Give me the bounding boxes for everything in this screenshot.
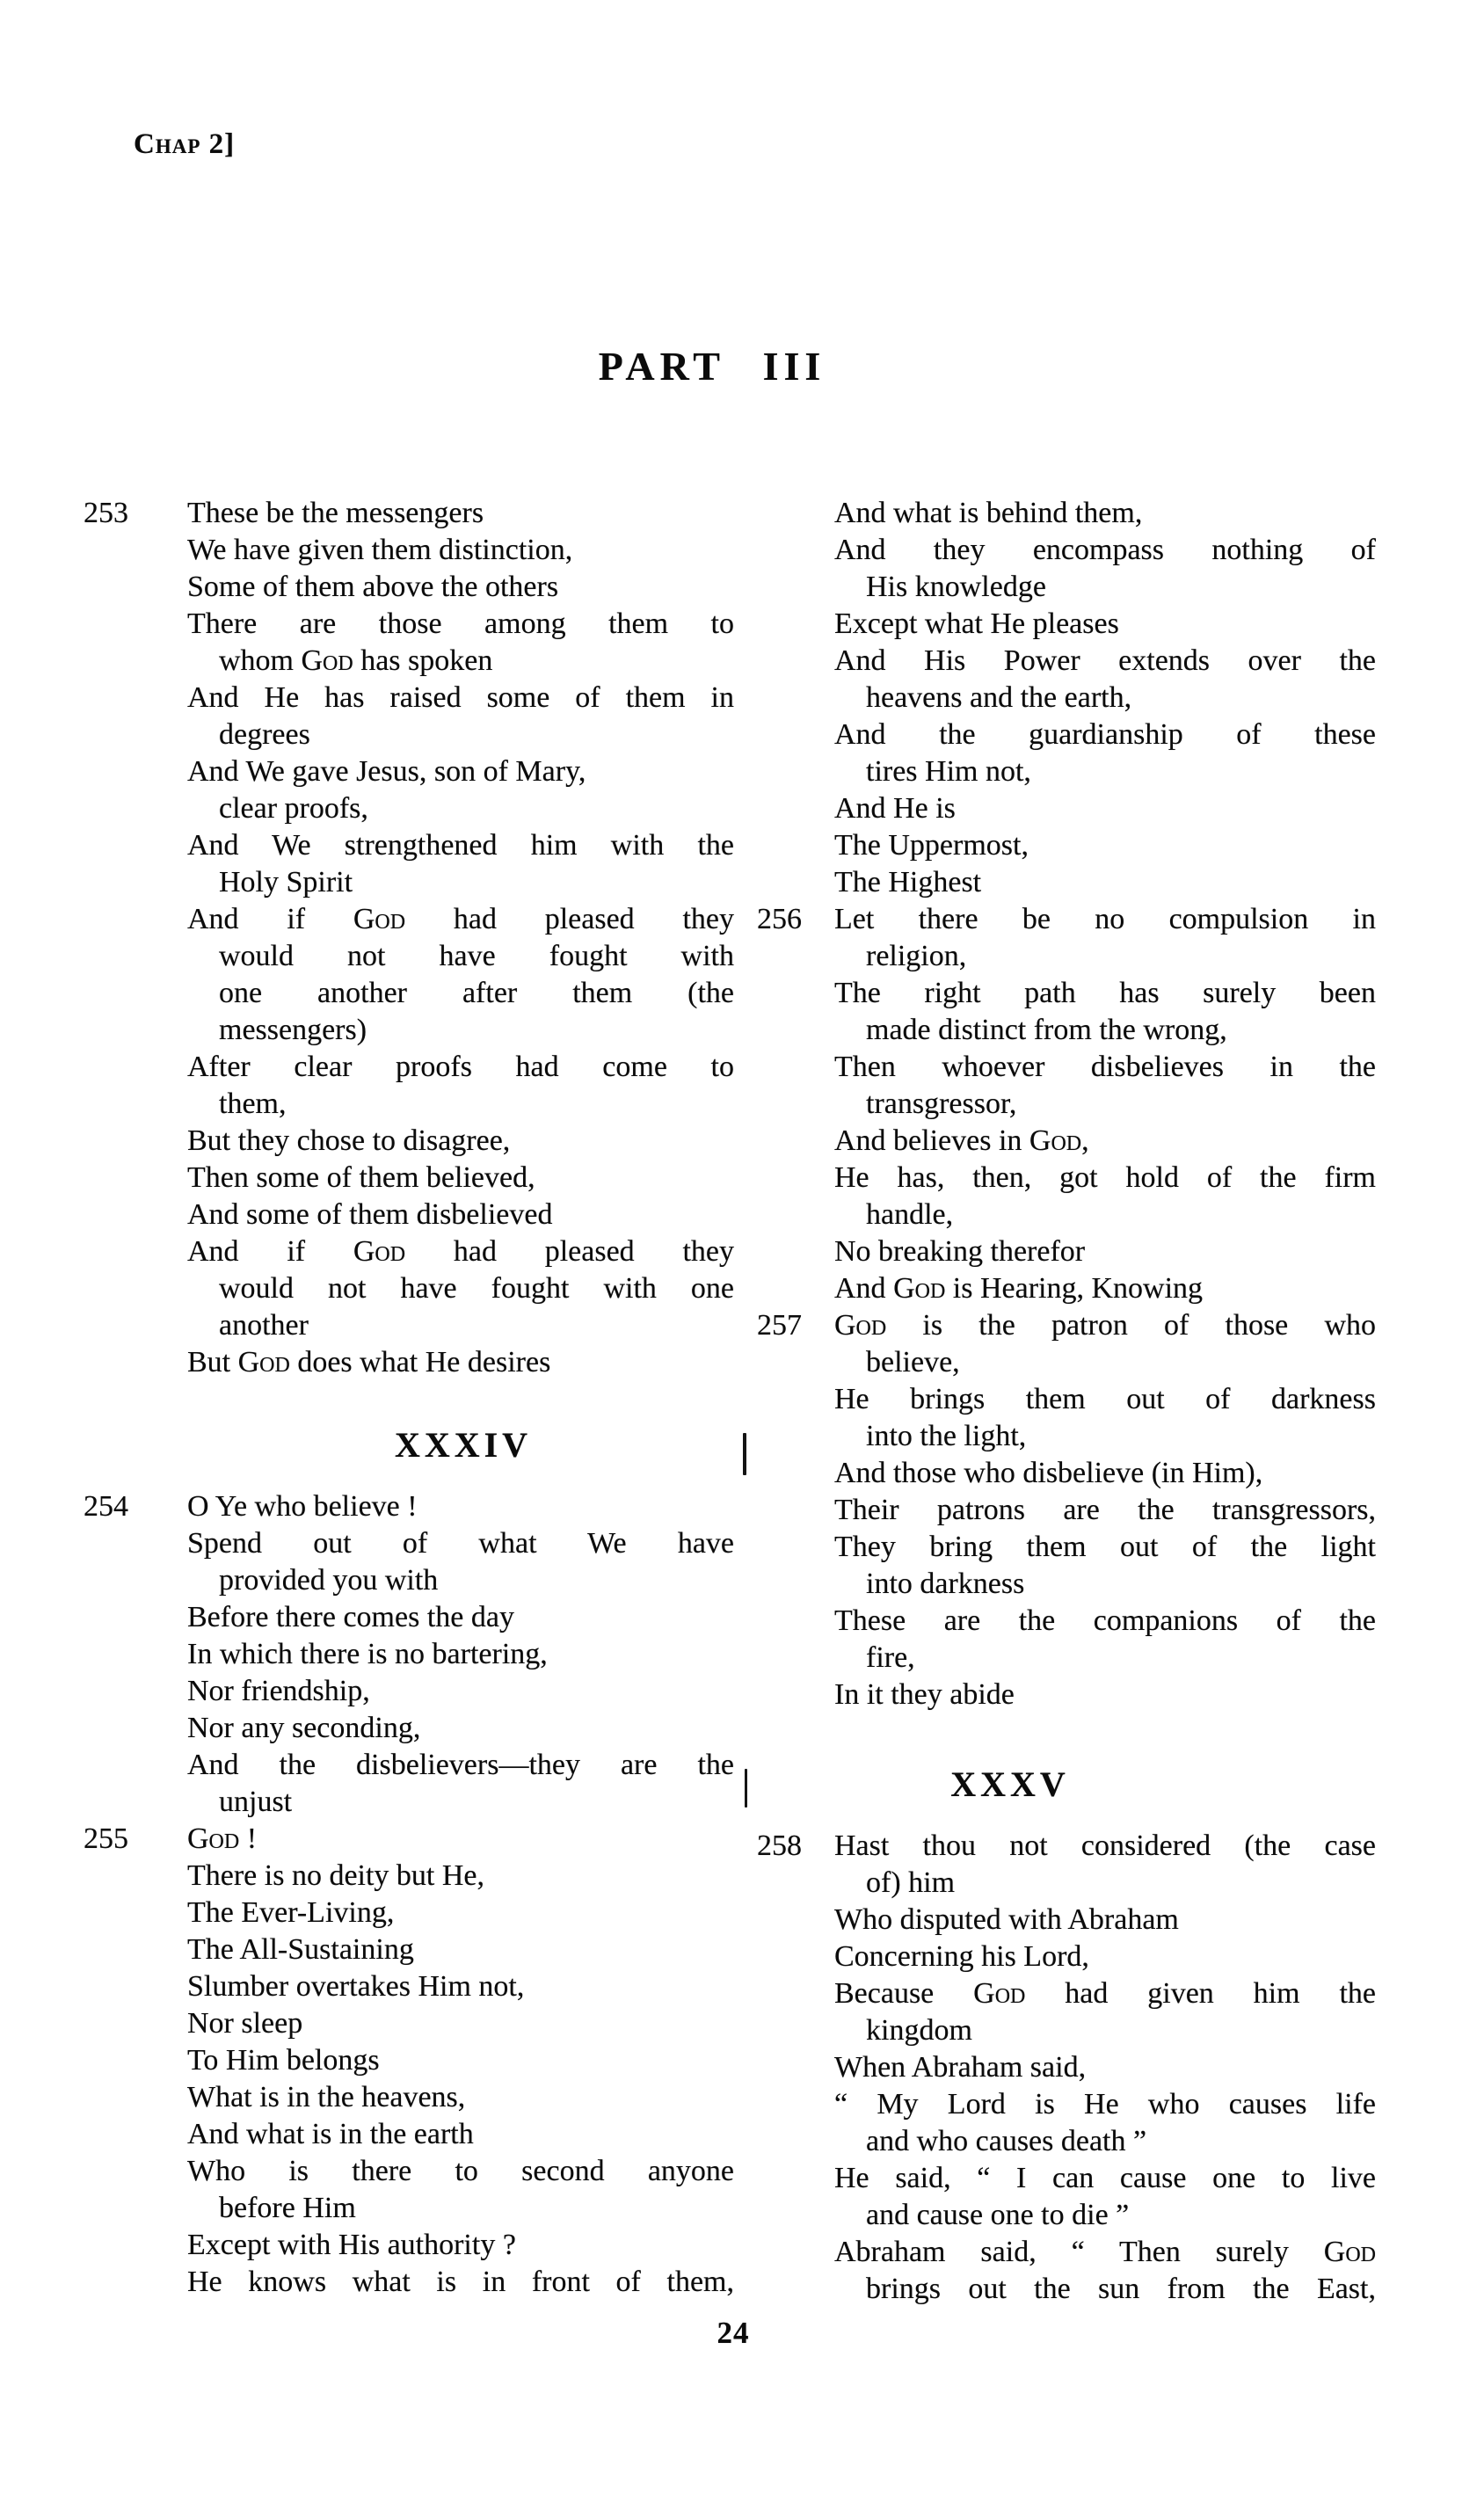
verse-lines <box>187 495 734 1381</box>
verse-line: He brings them out of darkness <box>834 1383 1376 1415</box>
verse-line: Nor any seconding, <box>187 1712 421 1744</box>
verse-number: 254 <box>84 1490 128 1523</box>
verse-line: The Ever-Living, <box>187 1896 395 1929</box>
verse-line: Slumber overtakes Him not, <box>187 1970 525 2003</box>
verse-line: And if God had pleased they <box>187 903 734 935</box>
verse-line: The All-Sustaining <box>187 1933 414 1966</box>
verse-line: God ! <box>187 1822 258 1855</box>
verse-line: After clear proofs had come to <box>187 1051 734 1083</box>
verse-line: These are the companions of the <box>834 1604 1376 1637</box>
verse-line: We have given them distinction, <box>187 534 573 566</box>
verse-line: Nor sleep <box>187 2007 303 2040</box>
verse-number: 256 <box>757 903 802 935</box>
verse-line: Spend out of what We have <box>187 1527 734 1560</box>
verse-line: And He has raised some of them in <box>187 681 734 714</box>
verse-lines <box>834 901 1376 1307</box>
verse-line: And His Power extends over the <box>834 644 1376 677</box>
column-divider-ink-mark <box>745 1769 747 1808</box>
god-smallcaps: God <box>187 1822 240 1855</box>
verse-line: The Highest <box>834 866 982 898</box>
verse-line: And He is <box>834 792 956 825</box>
verse-lines <box>187 1821 734 2301</box>
verse-line: In which there is no bartering, <box>187 1638 548 1670</box>
verse-lines <box>834 495 1376 901</box>
verse-line: But God does what He desires <box>187 1346 551 1378</box>
god-smallcaps: God <box>1029 1124 1082 1157</box>
verse-line: degrees <box>219 718 310 751</box>
verse-line: Then some of them believed, <box>187 1161 535 1194</box>
verse-line: would not have fought with <box>219 940 734 972</box>
verse-line: The right path has surely been <box>834 977 1376 1009</box>
verse-line: transgressor, <box>866 1087 1017 1120</box>
verse-line: unjust <box>219 1786 293 1818</box>
verse-line: The Uppermost, <box>834 829 1029 862</box>
verse-line: Who disputed with Abraham <box>834 1903 1179 1936</box>
god-smallcaps: God <box>237 1346 290 1378</box>
column-divider-ink-mark <box>743 1433 746 1475</box>
verse-line: provided you with <box>219 1564 439 1597</box>
verse-line: He knows what is in front of them, <box>187 2266 734 2298</box>
chapter-header: Chap 2] <box>134 128 236 160</box>
verse-line: And the guardianship of these <box>834 718 1376 751</box>
verse-line: and who causes death ” <box>866 2125 1147 2157</box>
verse-line: And We strengthened him with the <box>187 829 734 862</box>
verse-line: To Him belongs <box>187 2044 380 2077</box>
verse-line: His knowledge <box>866 571 1046 603</box>
verse-number: 257 <box>757 1309 802 1342</box>
verse-line: And some of them disbelieved <box>187 1198 553 1231</box>
verse <box>84 1821 734 2301</box>
verse-line: And they encompass nothing of <box>834 534 1376 566</box>
section-heading: XXXV <box>950 1764 1070 1804</box>
verse-line: Abraham said, “ Then surely God <box>834 2236 1376 2268</box>
verse-line: Holy Spirit <box>219 866 353 898</box>
verse-lines <box>187 1488 734 1821</box>
verse-line: There is no deity but He, <box>187 1859 485 1892</box>
section-heading: XXXIV <box>394 1425 533 1465</box>
verse-number: 253 <box>84 497 128 529</box>
verse-line: And what is behind them, <box>834 497 1143 529</box>
god-smallcaps: God <box>834 1309 887 1342</box>
verse-line: them, <box>219 1087 287 1120</box>
verse <box>757 901 1376 1307</box>
verse-line: But they chose to disagree, <box>187 1124 511 1157</box>
verse-line: God is the patron of those who <box>834 1309 1376 1342</box>
verse-line: O Ye who believe ! <box>187 1490 418 1523</box>
verse-line: tires Him not, <box>866 755 1031 788</box>
verse-line: And the disbelievers—they are the <box>187 1749 734 1781</box>
verse-lines <box>834 1828 1376 2308</box>
verse-line: Who is there to second anyone <box>187 2155 734 2187</box>
verse-line: They bring them out of the light <box>834 1531 1376 1563</box>
verse-line: religion, <box>866 940 967 972</box>
left-column <box>84 495 734 2308</box>
verse <box>757 1307 1376 1713</box>
god-smallcaps: God <box>893 1272 946 1305</box>
verse-line: kingdom <box>866 2014 972 2047</box>
verse-line: into darkness <box>866 1568 1025 1600</box>
verse-line: Let there be no compulsion in <box>834 903 1376 935</box>
verse-line: of) him <box>866 1866 956 1899</box>
verse-line: made distinct from the wrong, <box>866 1014 1227 1046</box>
verse-line: Some of them above the others <box>187 571 559 603</box>
verse-line: Before there comes the day <box>187 1601 514 1633</box>
verse-line: And if God had pleased they <box>187 1235 734 1268</box>
verse-number: 255 <box>84 1822 128 1855</box>
god-smallcaps: God <box>353 903 406 935</box>
verse-line: and cause one to die ” <box>866 2199 1130 2231</box>
verse-line: Nor friendship, <box>187 1675 370 1707</box>
verse-line: messengers) <box>219 1014 367 1046</box>
verse-line: He has, then, got hold of the firm <box>834 1161 1376 1194</box>
verse-line: believe, <box>866 1346 960 1378</box>
text-columns <box>84 495 1376 2308</box>
verse-line: Hast thou not considered (the case <box>834 1829 1376 1862</box>
verse-line: When Abraham said, <box>834 2051 1087 2084</box>
verse-line: another <box>219 1309 309 1342</box>
god-smallcaps: God <box>973 1977 1026 2010</box>
verse-line: whom God has spoken <box>219 644 493 677</box>
god-smallcaps: God <box>353 1235 406 1268</box>
verse-line: What is in the heavens, <box>187 2081 466 2113</box>
verse-line: Because God had given him the <box>834 1977 1376 2010</box>
verse-lines <box>834 1307 1376 1713</box>
verse-line: And We gave Jesus, son of Mary, <box>187 755 586 788</box>
verse-line: And believes in God, <box>834 1124 1089 1157</box>
god-smallcaps: God <box>301 644 353 677</box>
verse-line: And what is in the earth <box>187 2118 474 2150</box>
verse <box>84 495 734 1381</box>
verse-line: Except what He pleases <box>834 607 1119 640</box>
verse-line: Their patrons are the transgressors, <box>834 1494 1376 1526</box>
god-smallcaps: God <box>1323 2236 1376 2268</box>
verse <box>84 1488 734 1821</box>
verse-line: And God is Hearing, Knowing <box>834 1272 1204 1305</box>
verse-line: Concerning his Lord, <box>834 1940 1089 1973</box>
verse-line: heavens and the earth, <box>866 681 1132 714</box>
verse-line: There are those among them to <box>187 607 734 640</box>
verse-line: No breaking therefor <box>834 1235 1086 1268</box>
verse-line: brings out the sun from the East, <box>866 2273 1376 2305</box>
verse-line: “ My Lord is He who causes life <box>834 2088 1376 2120</box>
verse <box>757 495 1376 901</box>
verse-line: And those who disbelieve (in Him), <box>834 1457 1263 1489</box>
verse <box>757 1828 1376 2308</box>
verse-line: fire, <box>866 1641 915 1674</box>
verse-line: one another after them (the <box>219 977 734 1009</box>
page-number: 24 <box>717 2316 750 2350</box>
verse-line: into the light, <box>866 1420 1027 1452</box>
right-column <box>757 495 1376 2308</box>
verse-number: 258 <box>757 1829 802 1862</box>
verse-line: These be the messengers <box>187 497 484 529</box>
verse-line: Then whoever disbelieves in the <box>834 1051 1376 1083</box>
verse-line: Except with His authority ? <box>187 2229 516 2261</box>
verse-line: handle, <box>866 1198 954 1231</box>
verse-line: would not have fought with one <box>219 1272 734 1305</box>
verse-line: before Him <box>219 2192 356 2224</box>
part-title: PART III <box>598 344 826 389</box>
verse-line: In it they abide <box>834 1678 1015 1711</box>
verse-line: He said, “ I can cause one to live <box>834 2162 1376 2194</box>
verse-line: clear proofs, <box>219 792 368 825</box>
